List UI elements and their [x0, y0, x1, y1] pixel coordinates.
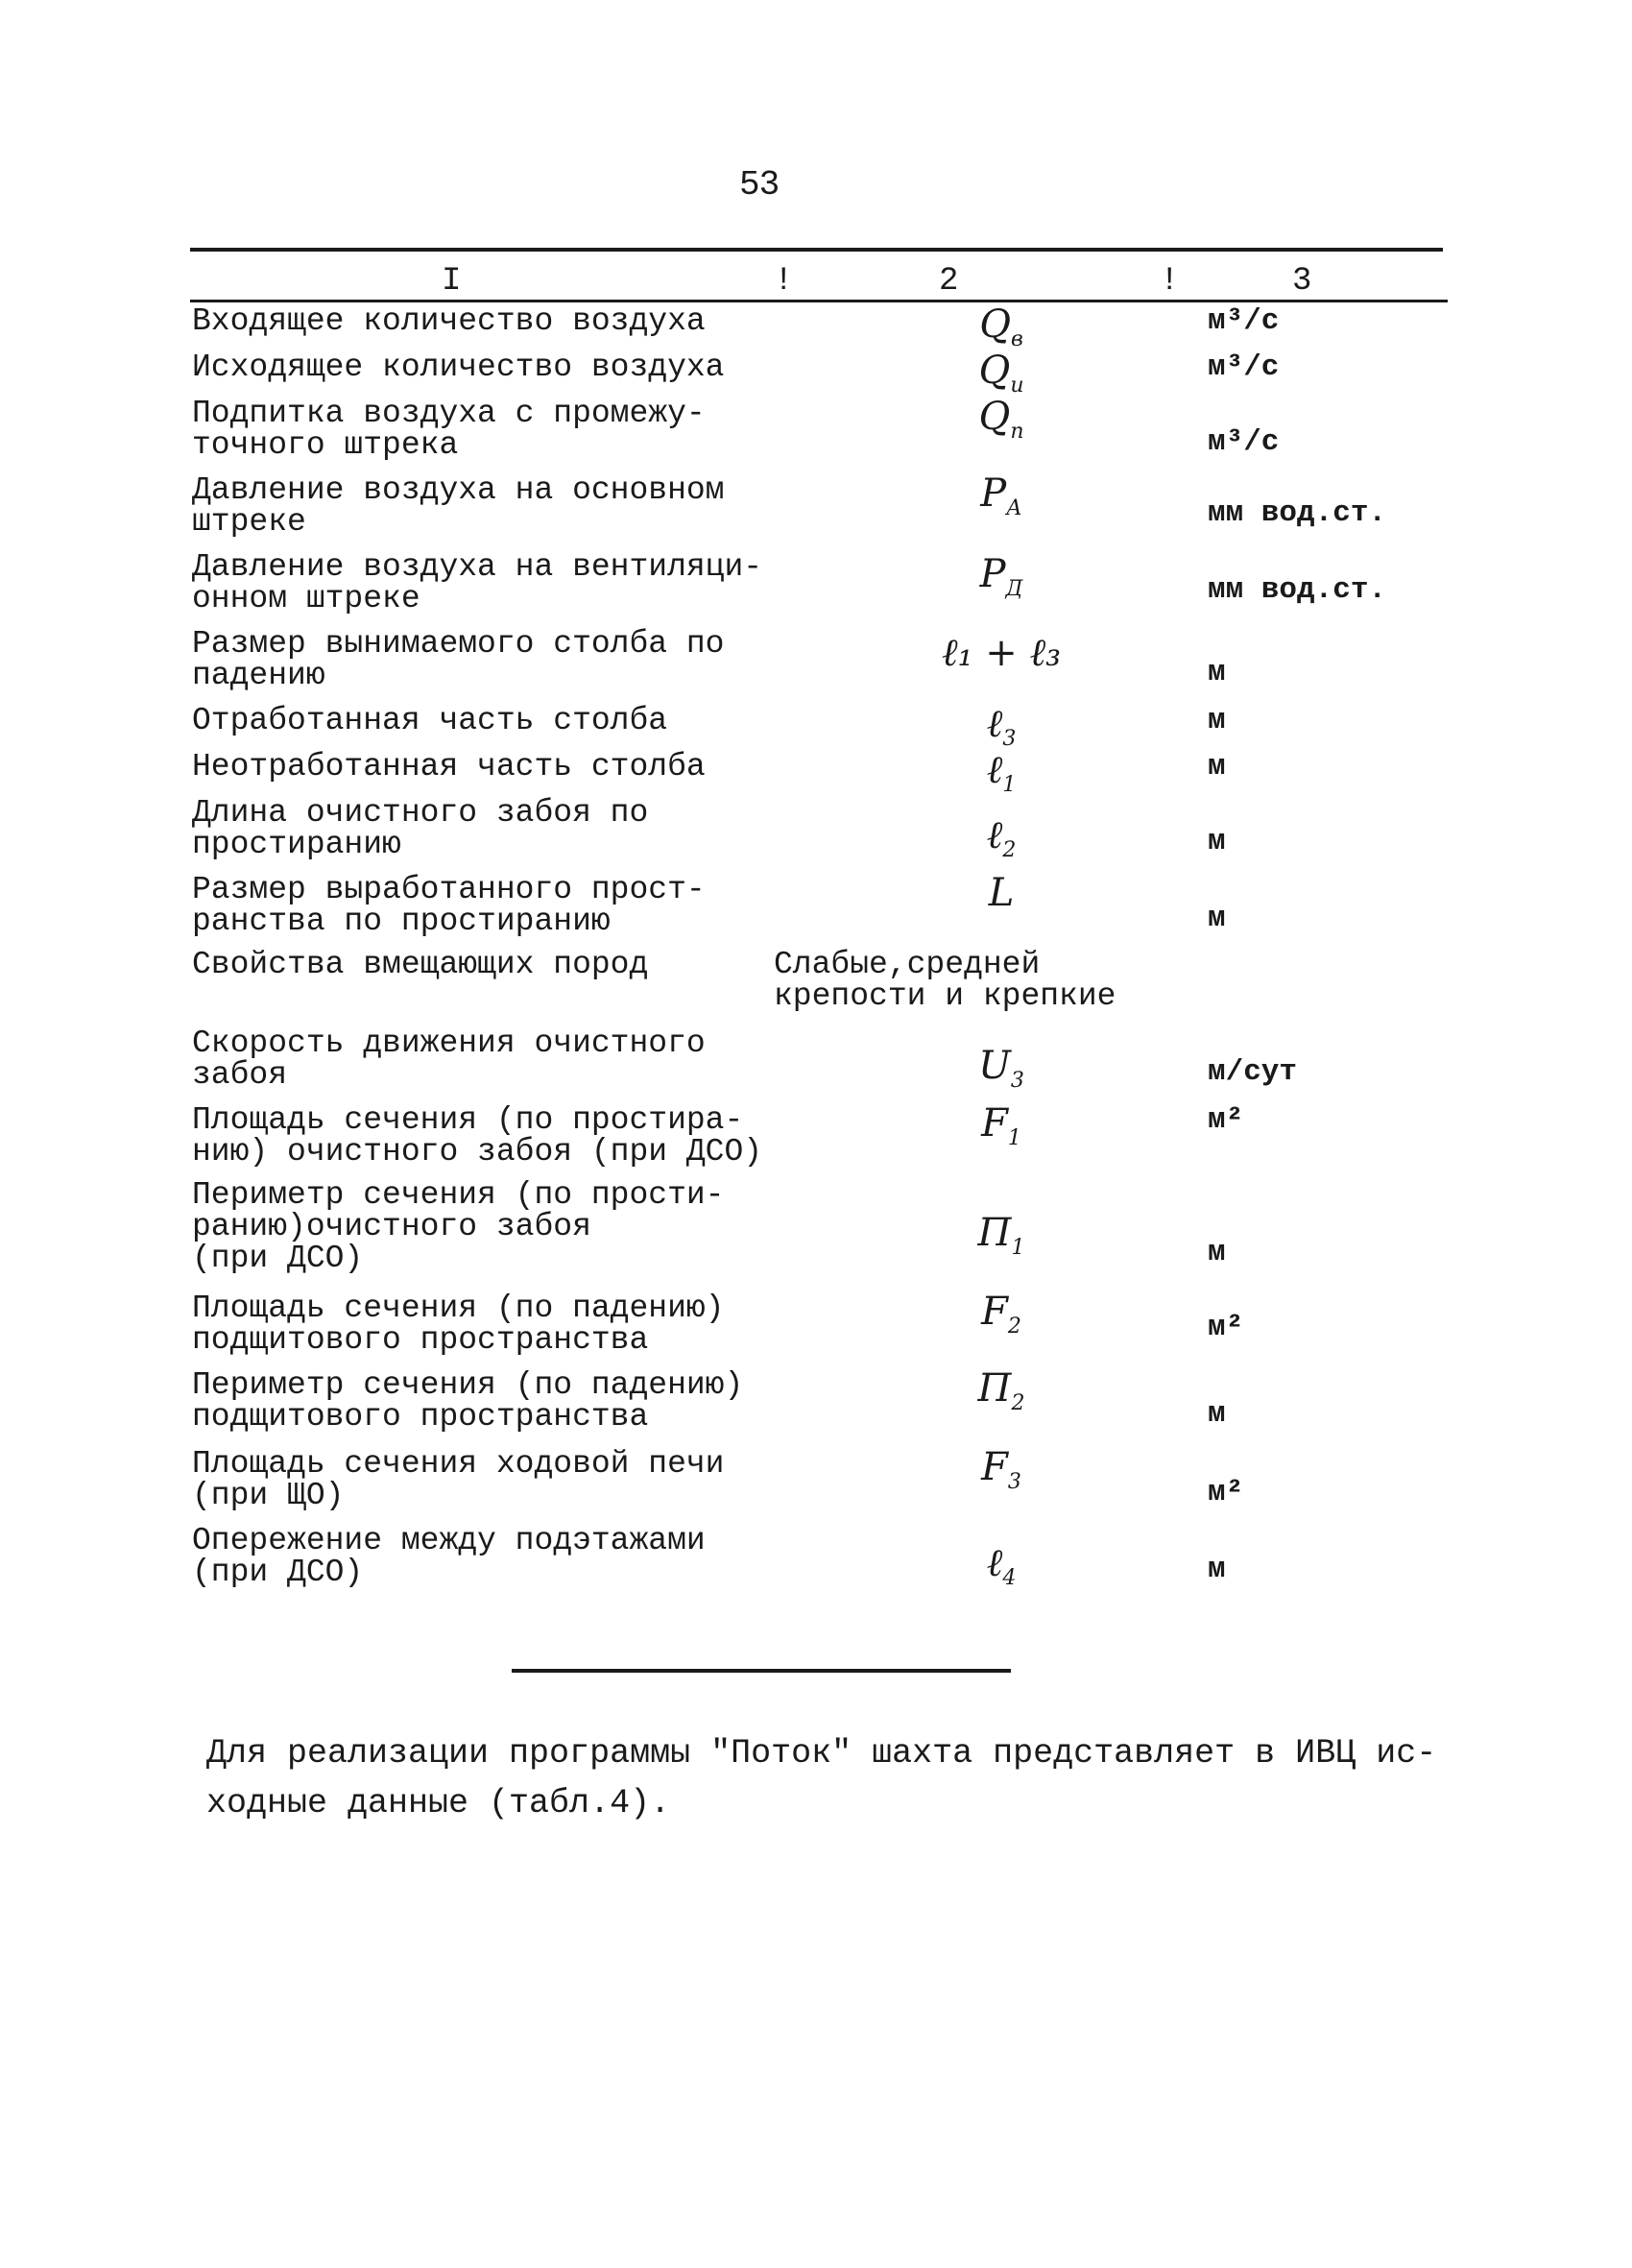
- header-separator-2: !: [1160, 263, 1180, 300]
- parameter-name: Площадь сечения (по простира- нию) очистного забоя (при ДСО): [192, 1102, 763, 1170]
- table-bottom-rule: [512, 1669, 1011, 1673]
- header-col-1: I: [442, 263, 462, 300]
- symbol-main: P: [979, 552, 1006, 596]
- parameter-unit: м²: [1208, 1476, 1244, 1509]
- parameter-symbol: [896, 1101, 1107, 1158]
- parameter-name: Длина очистного забоя по простиранию: [192, 795, 649, 862]
- symbol-main: ℓ: [986, 813, 1003, 857]
- parameter-unit: м²: [1208, 1103, 1244, 1137]
- parameter-unit: м/сут: [1208, 1055, 1298, 1089]
- body-paragraph: Для реализации программы "Поток" шахта представляет в ИВЦ ис- ходные данные (табл.4).: [206, 1734, 1437, 1822]
- symbol-subscript: А: [1006, 496, 1022, 520]
- symbol-subscript: п: [1010, 420, 1024, 444]
- symbol-subscript: и: [1010, 374, 1024, 398]
- symbol-main: ℓ: [986, 702, 1003, 746]
- parameter-unit: мм вод.ст.: [1208, 573, 1387, 607]
- parameter-unit: м: [1208, 1236, 1226, 1269]
- parameter-symbol: [896, 552, 1107, 609]
- table-top-rule: [190, 248, 1443, 252]
- symbol-subscript: 2: [1011, 1391, 1025, 1415]
- symbol-main: Q: [978, 395, 1011, 439]
- header-col-2: 2: [939, 263, 959, 300]
- symbol-main: U: [978, 1044, 1011, 1088]
- symbol-subscript: 1: [1011, 1236, 1025, 1260]
- parameter-unit: м: [1208, 656, 1226, 689]
- parameter-unit: м: [1208, 1397, 1226, 1431]
- symbol-subscript: в: [1010, 327, 1023, 351]
- header-col-3: 3: [1292, 263, 1312, 300]
- symbol-main: П: [977, 1211, 1012, 1255]
- parameter-unit: м²: [1208, 1311, 1244, 1344]
- parameter-name: Давление воздуха на основном штреке: [192, 472, 725, 540]
- parameter-name: Отработанная часть столба: [192, 703, 668, 738]
- parameter-name: Площадь сечения (по падению) подщитового пространства: [192, 1291, 725, 1358]
- table-header-rule: [190, 300, 1448, 302]
- parameter-symbol: [896, 748, 1107, 805]
- parameter-unit: мм вод.ст.: [1208, 496, 1387, 530]
- symbol-main: F: [981, 1101, 1008, 1146]
- parameter-symbol: [896, 471, 1107, 528]
- symbol-subscript: 3: [1002, 727, 1017, 751]
- parameter-name: Неотработанная часть столба: [192, 749, 706, 784]
- parameter-symbol: [896, 1044, 1107, 1100]
- header-separator-1: !: [774, 263, 794, 300]
- parameter-unit: м: [1208, 704, 1226, 737]
- symbol-subscript: 2: [1007, 1315, 1021, 1339]
- symbol-subscript: 2: [1002, 838, 1017, 862]
- parameter-unit: м: [1208, 902, 1226, 935]
- symbol-main: ℓ: [986, 748, 1003, 792]
- parameter-symbol: [896, 1366, 1107, 1423]
- symbol-main: ℓ₁ + ℓ₃: [941, 631, 1062, 675]
- parameter-name: Свойства вмещающих пород: [192, 947, 649, 982]
- parameter-name: Площадь сечения ходовой печи (при ЩО): [192, 1446, 725, 1513]
- parameter-name: Исходящее количество воздуха: [192, 350, 725, 385]
- symbol-main: L: [988, 871, 1015, 915]
- symbol-main: P: [980, 471, 1007, 516]
- parameter-unit: м: [1208, 750, 1226, 784]
- parameter-value-text: Слабые,средней крепости и крепкие: [774, 947, 1116, 1014]
- parameter-name: Скорость движения очистного забоя: [192, 1025, 706, 1093]
- parameter-unit: м³/с: [1208, 350, 1280, 384]
- parameter-symbol: [896, 813, 1107, 870]
- parameter-name: Размер выработанного прост- ранства по простиранию: [192, 872, 706, 939]
- parameter-unit: м³/с: [1208, 304, 1280, 338]
- symbol-main: ℓ: [986, 1541, 1003, 1585]
- parameter-name: Опережение между подэтажами (при ДСО): [192, 1523, 706, 1590]
- page-number: 53: [739, 165, 780, 205]
- symbol-main: Q: [979, 302, 1011, 347]
- symbol-subscript: 1: [1007, 1126, 1021, 1150]
- parameter-unit: м: [1208, 825, 1226, 858]
- parameter-name: Подпитка воздуха с промежу- точного штрека: [192, 396, 706, 463]
- symbol-main: П: [977, 1366, 1012, 1411]
- parameter-symbol: [896, 395, 1107, 451]
- parameter-name: Размер вынимаемого столба по падению: [192, 626, 725, 693]
- parameter-name: Периметр сечения (по прости- ранию)очистного забоя (при ДСО): [192, 1177, 725, 1276]
- symbol-subscript: 3: [1010, 1069, 1024, 1093]
- parameter-symbol: [896, 871, 1107, 928]
- parameter-symbol: [896, 631, 1107, 688]
- symbol-main: F: [981, 1290, 1008, 1334]
- symbol-subscript: Д: [1005, 577, 1023, 601]
- symbol-main: Q: [978, 349, 1011, 393]
- parameter-unit: м: [1208, 1553, 1226, 1586]
- symbol-main: F: [981, 1445, 1008, 1489]
- parameter-symbol: [896, 1211, 1107, 1267]
- symbol-subscript: 4: [1002, 1566, 1017, 1590]
- parameter-name: Периметр сечения (по падению) подщитового пространства: [192, 1367, 744, 1435]
- parameter-name: Давление воздуха на вентиляци- онном штреке: [192, 549, 763, 616]
- parameter-unit: м³/с: [1208, 425, 1280, 459]
- parameter-symbol: [896, 1445, 1107, 1502]
- parameter-name: Входящее количество воздуха: [192, 303, 706, 339]
- parameter-symbol: [896, 1541, 1107, 1598]
- parameter-symbol: [896, 1292, 1107, 1346]
- symbol-subscript: 3: [1007, 1470, 1021, 1494]
- symbol-subscript: 1: [1002, 773, 1017, 797]
